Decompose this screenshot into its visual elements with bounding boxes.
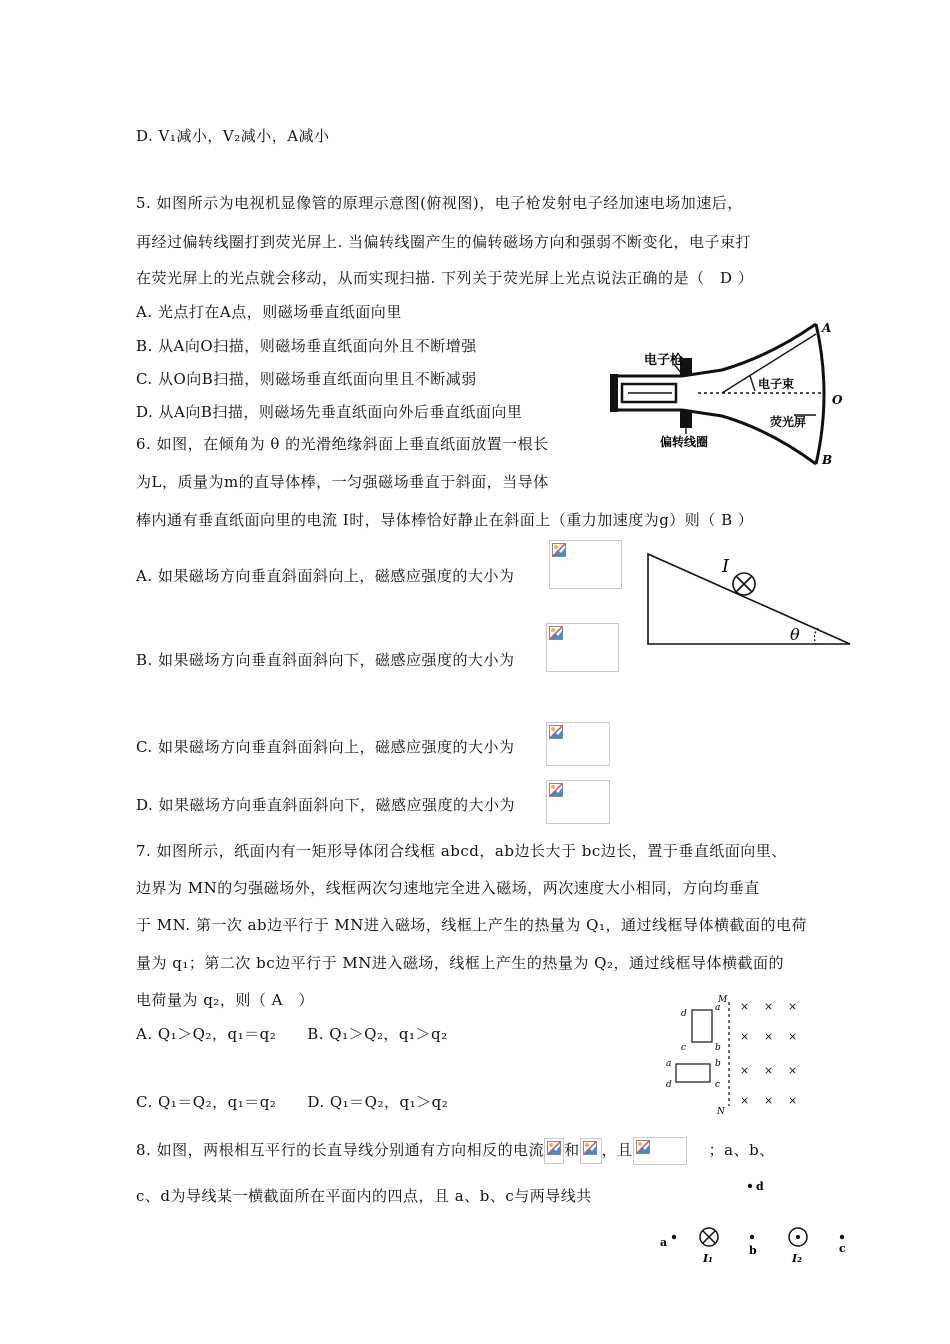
- label-current-i: I: [722, 556, 730, 577]
- q6-option-b: B. 如果磁场方向垂直斜面斜向下，磁感应强度的大小为: [136, 651, 515, 669]
- q8-text-part-3: ，且: [601, 1141, 633, 1159]
- tube-upper-outline: [616, 324, 816, 376]
- label-screen: 荧光屏: [770, 415, 807, 429]
- crt-tube-diagram: [610, 318, 850, 470]
- frame1-label-c: c: [681, 1043, 687, 1053]
- q6-option-d: D. 如果磁场方向垂直斜面斜向下，磁感应强度的大小为: [136, 796, 516, 814]
- frame-horizontal: [676, 1064, 710, 1082]
- frame2-label-c: c: [715, 1080, 721, 1090]
- frame2-label-b: b: [715, 1059, 721, 1069]
- q7-options-cd: C. Q₁＝Q₂，q₁＝q₂ D. Q₁＝Q₂，q₁＞q₂: [136, 1093, 449, 1111]
- q7-stem-line-5: 电荷量为 q₂，则（ A ）: [136, 991, 314, 1009]
- q8-stem-line-1: [136, 1137, 775, 1165]
- fluorescent-screen-outline: [816, 324, 824, 464]
- q5-option-b: B. 从A向O扫描，则磁场垂直纸面向外且不断增强: [136, 337, 477, 355]
- label-electron-gun: 电子枪: [644, 353, 684, 368]
- formula-image-placeholder: [549, 540, 622, 589]
- label-point-a: A: [822, 321, 832, 335]
- q5-stem-line-3: 在荧光屏上的光点就会移动，从而实现扫描. 下列关于荧光屏上光点说法正确的是（ D ）: [136, 269, 754, 287]
- field-mark: ×: [740, 1000, 750, 1013]
- q6-stem-line-1: 6. 如图，在倾角为 θ 的光滑绝缘斜面上垂直纸面放置一根长: [136, 435, 549, 453]
- point-b: [750, 1235, 754, 1239]
- deflection-coil-lower: [680, 410, 692, 428]
- incline-triangle: [648, 554, 850, 644]
- frame2-label-d: d: [666, 1080, 672, 1090]
- frame2-label-a: a: [666, 1059, 672, 1069]
- q7-stem-line-2: 边界为 MN的匀强磁场外，线框两次匀速地完全进入磁场，两次速度大小相同，方向均垂直: [136, 879, 760, 897]
- angle-arc: [814, 628, 818, 644]
- q7-stem-line-1: 7. 如图所示，纸面内有一矩形导体闭合线框 abcd，ab边长大于 bc边长，置于垂直纸面向里、: [136, 842, 787, 860]
- electron-gun-base: [610, 374, 618, 412]
- label-m: M: [718, 995, 728, 1005]
- field-mark: ×: [764, 1094, 774, 1107]
- field-mark: ×: [788, 1064, 798, 1077]
- label-theta: θ: [790, 625, 800, 644]
- broken-image-icon: [549, 783, 563, 797]
- q8-text-part-2: 和: [564, 1141, 580, 1159]
- formula-image-placeholder: [544, 1138, 564, 1164]
- broken-image-icon: [583, 1141, 597, 1155]
- q6-stem-line-2: 为L，质量为m的直导体棒，一匀强磁场垂直于斜面，当导体: [136, 473, 549, 491]
- formula-image-placeholder: [546, 623, 619, 672]
- frame1-label-a: a: [715, 1003, 721, 1013]
- q4-option-d: D. V₁减小，V₂减小，A减小: [136, 127, 330, 145]
- label-i1: I₁: [703, 1252, 713, 1265]
- q5-option-d: D. 从A向B扫描，则磁场先垂直纸面向外后垂直纸面向里: [136, 403, 523, 421]
- label-n: N: [717, 1107, 725, 1116]
- q7-stem-line-3: 于 MN. 第一次 ab边平行于 MN进入磁场，线框上产生的热量为 Q₁，通过线框导体横截面的电荷: [136, 916, 807, 934]
- formula-image-placeholder: [546, 722, 610, 766]
- frame1-label-b: b: [715, 1043, 721, 1053]
- field-mark: ×: [740, 1030, 750, 1043]
- formula-image-placeholder: [633, 1137, 687, 1165]
- field-mark: ×: [764, 1000, 774, 1013]
- q6-stem-line-3: 棒内通有垂直纸面向里的电流 I时，导体棒恰好静止在斜面上（重力加速度为g）则（ B ）: [136, 511, 754, 529]
- field-mark: ×: [764, 1064, 774, 1077]
- frame1-label-d: d: [681, 1009, 687, 1019]
- field-mark: ×: [764, 1030, 774, 1043]
- label-i2: I₂: [792, 1252, 802, 1265]
- magnetic-field-frame-diagram: [660, 994, 810, 1116]
- beam-label-leader: [750, 376, 755, 391]
- point-a: [672, 1235, 676, 1239]
- q8-text-part-4: ；a、b、: [708, 1141, 775, 1159]
- q7-stem-line-4: 量为 q₁；第二次 bc边平行于 MN进入磁场，线框上产生的热量为 Q₂，通过线框导体横截面的: [136, 954, 784, 972]
- q6-option-a: A. 如果磁场方向垂直斜面斜向上，磁感应强度的大小为: [136, 567, 515, 585]
- field-mark: ×: [740, 1094, 750, 1107]
- q5-stem-line-2: 再经过偏转线圈打到荧光屏上. 当偏转线圈产生的偏转磁场方向和强弱不断变化，电子束打: [136, 233, 752, 251]
- dot-mark: [796, 1235, 800, 1239]
- formula-image-placeholder: [546, 780, 610, 824]
- label-point-o: O: [832, 393, 843, 407]
- q5-option-a: A. 光点打在A点，则磁场垂直纸面向里: [136, 303, 402, 321]
- q8-stem-line-2: c、d为导线某一横截面所在平面内的四点，且 a、b、c与两导线共: [136, 1187, 592, 1205]
- broken-image-icon: [549, 626, 563, 640]
- parallel-wires-diagram: [652, 1172, 860, 1268]
- broken-image-icon: [549, 725, 563, 739]
- field-mark: ×: [740, 1064, 750, 1077]
- point-d: [748, 1184, 752, 1188]
- point-c: [840, 1235, 844, 1239]
- q8-text-part-1: 8. 如图，两根相互平行的长直导线分别通有方向相反的电流: [136, 1141, 545, 1159]
- label-point-b: B: [822, 453, 833, 467]
- q7-options-ab: A. Q₁＞Q₂，q₁＝q₂ B. Q₁＞Q₂，q₁＞q₂: [136, 1025, 448, 1043]
- label-a: a: [660, 1236, 668, 1249]
- q6-option-c: C. 如果磁场方向垂直斜面斜向上，磁感应强度的大小为: [136, 738, 515, 756]
- label-deflection-coil: 偏转线圈: [660, 435, 709, 449]
- broken-image-icon: [547, 1141, 561, 1155]
- field-mark: ×: [788, 1030, 798, 1043]
- label-electron-beam: 电子束: [758, 377, 795, 391]
- label-d: d: [756, 1180, 764, 1193]
- field-mark: ×: [788, 1094, 798, 1107]
- broken-image-icon: [552, 543, 566, 557]
- incline-diagram: [640, 548, 856, 648]
- formula-image-placeholder: [580, 1138, 602, 1164]
- field-mark: ×: [788, 1000, 798, 1013]
- q5-option-c: C. 从O向B扫描，则磁场垂直纸面向里且不断减弱: [136, 370, 477, 388]
- label-c: c: [839, 1242, 846, 1255]
- label-b: b: [749, 1244, 757, 1257]
- q5-stem-line-1: 5. 如图所示为电视机显像管的原理示意图(俯视图)，电子枪发射电子经加速电场加速后，: [136, 194, 743, 212]
- frame-vertical: [692, 1010, 712, 1042]
- broken-image-icon: [636, 1140, 650, 1154]
